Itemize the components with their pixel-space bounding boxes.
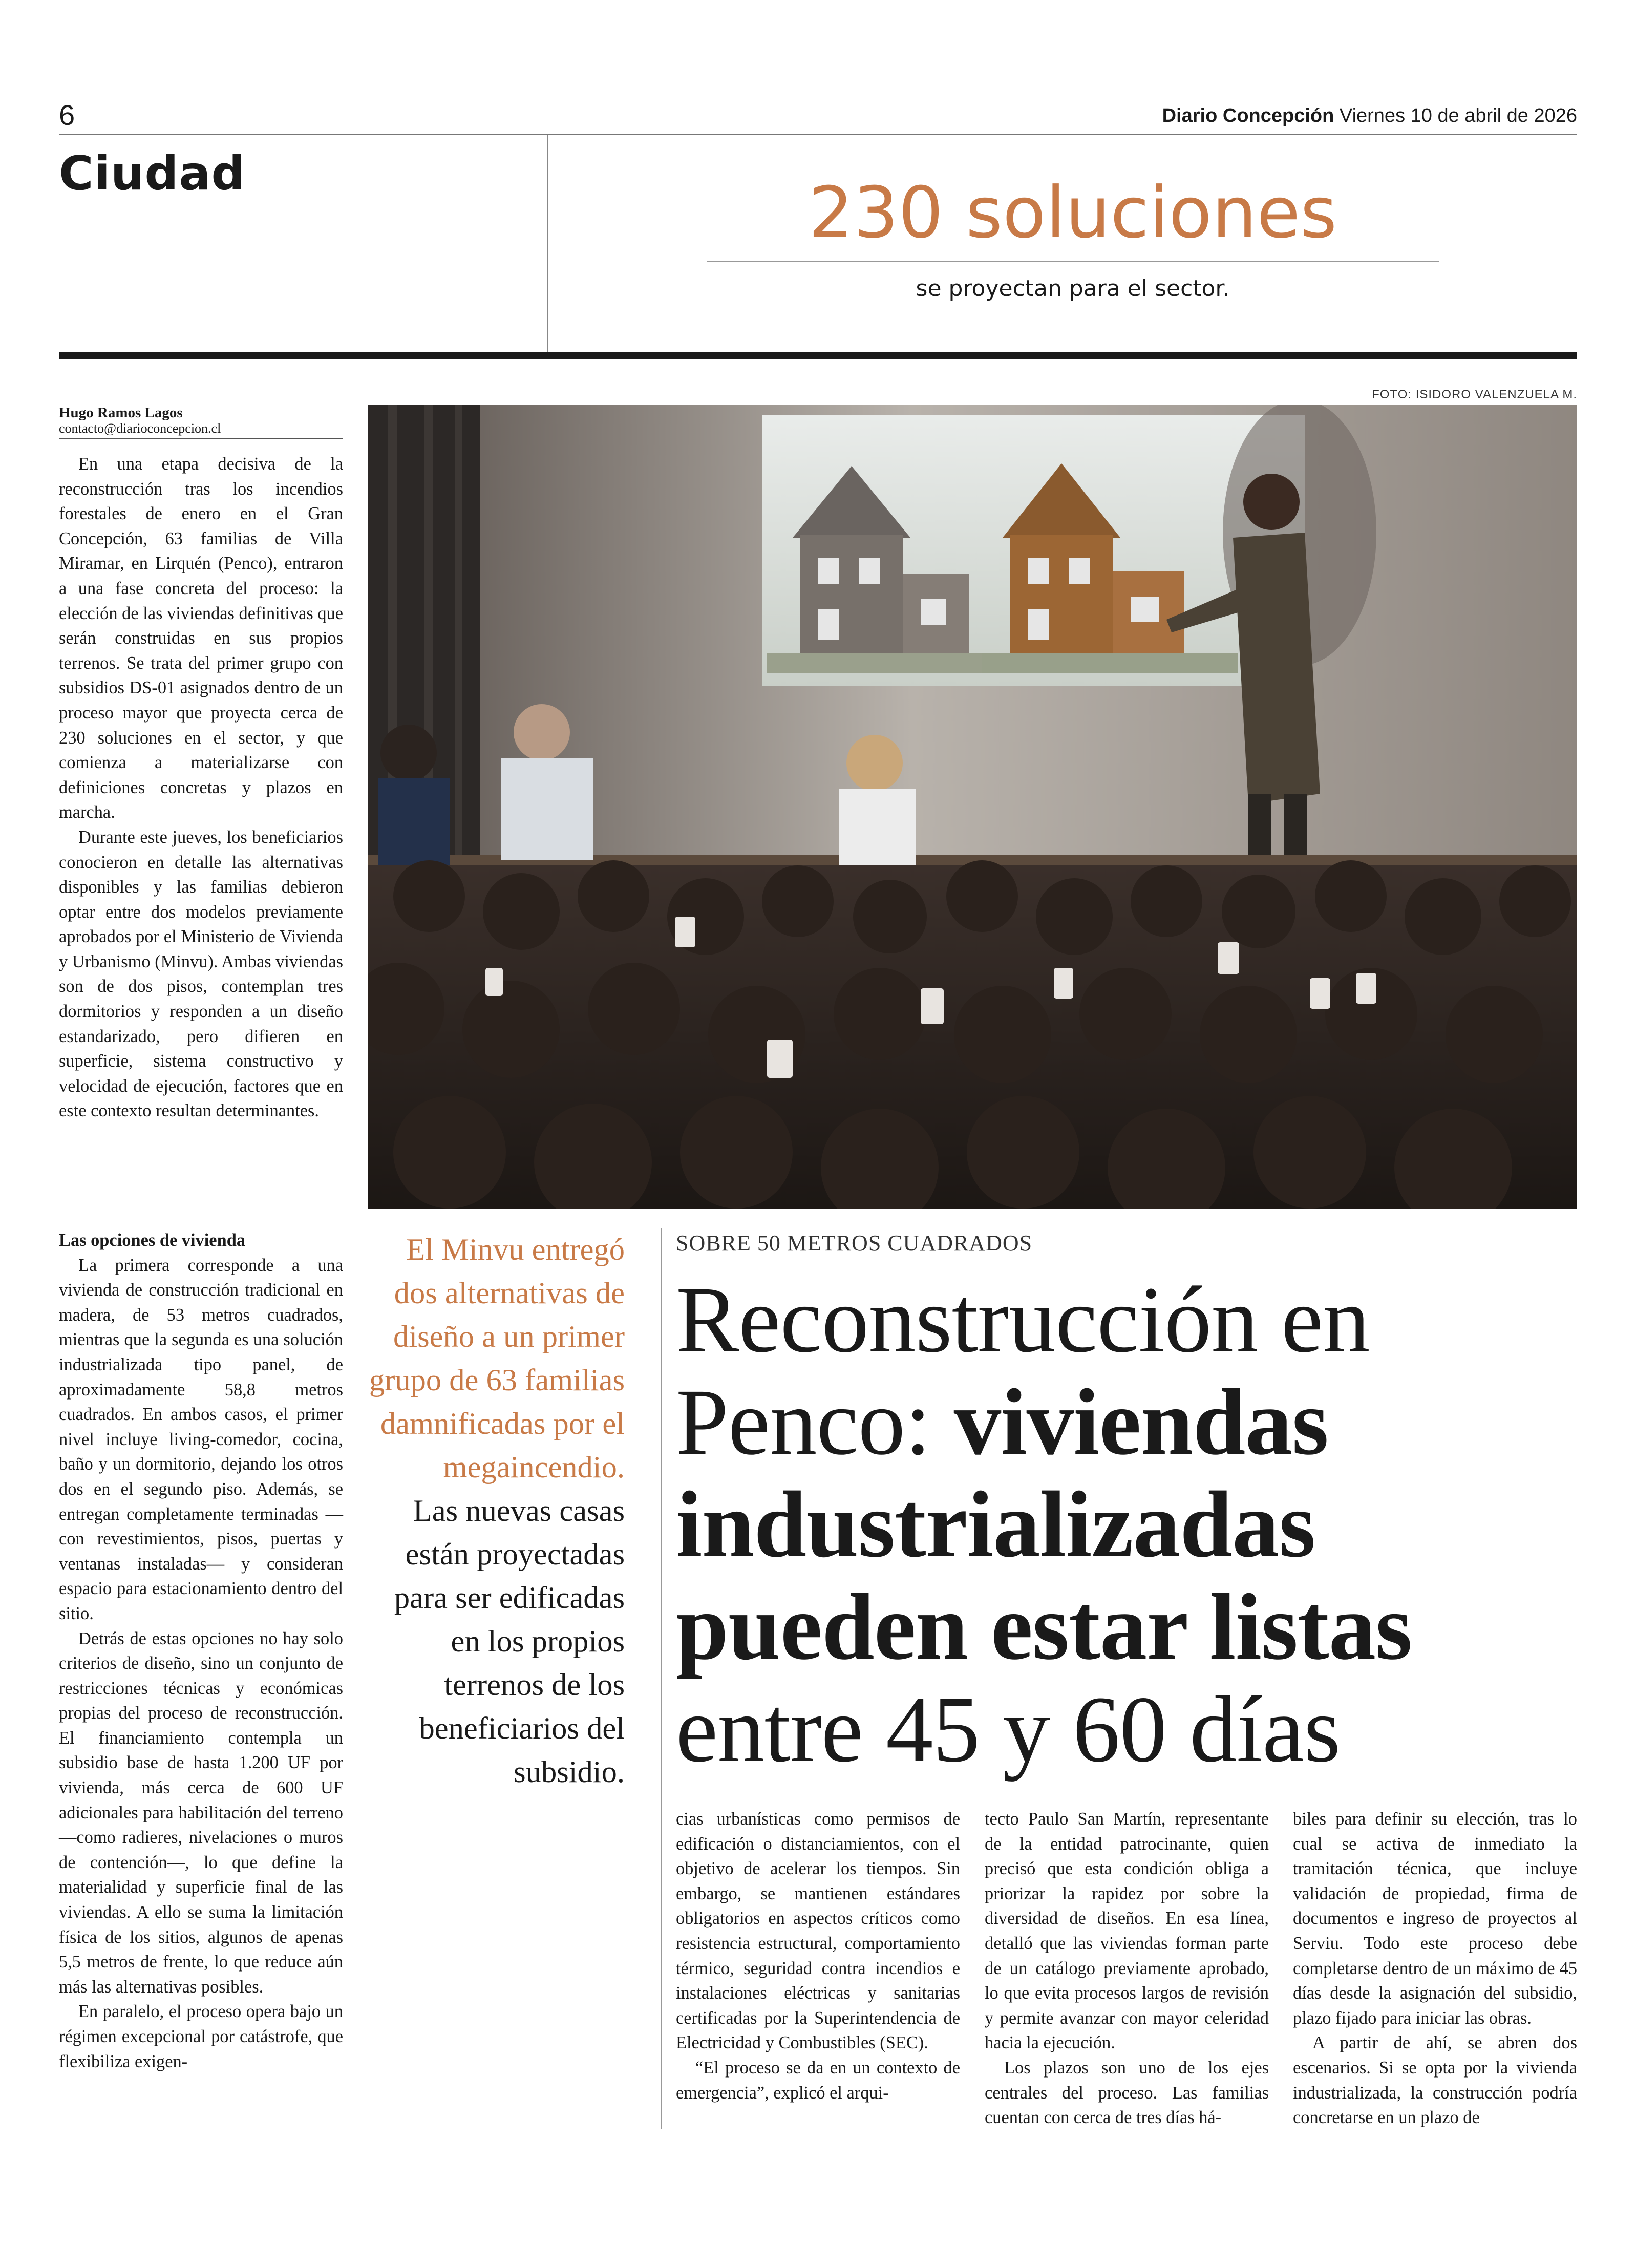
- pull-quote-highlight: El Minvu entregó dos alternativas de diseño a un primer grupo de 63 familias damnificadas por el megaincendio.: [369, 1233, 625, 1485]
- paragraph: En una etapa decisiva de la reconstrucción tras los incendios forestales de enero en el Gran Concepción, 63 familias de Villa Miramar, en Lirquén (Penco), entraron a una fase concreta del proceso: la elección de las viviendas definitivas que serán construidas en sus propios terrenos. Se trata del primer grupo con subsidios DS-01 asignados dentro de un proceso mayor que proyecta cerca de 230 soluciones en el sector, y que comienza a materializarse con definiciones concretas y plazos en marcha.: [59, 454, 343, 822]
- byline-author: Hugo Ramos Lagos: [59, 405, 183, 421]
- top-rule: [59, 134, 1577, 135]
- header-divider: [547, 135, 548, 353]
- byline-rule: [59, 438, 343, 439]
- paragraph: Durante este jueves, los beneficiarios conocieron en detalle las alternativas disponibles y las familias debieron optar entre dos modelos previamente aprobados por el Ministerio de Vivienda y Urbanismo (Minvu). Ambas viviendas son de dos pisos, contemplan tres dormitorios y responden a un diseño estandarizado, pero difieren en superficie, sistema constructivo y velocidad de ejecución, factores que en este contexto resultan determinantes.: [59, 827, 343, 1121]
- article-column-3: [985, 1807, 1269, 2130]
- news-photo: [368, 405, 1577, 1209]
- column-divider: [661, 1228, 662, 2129]
- masthead: [1162, 105, 1577, 127]
- headline-light: Reconstrucción en Penco:: [676, 1267, 1370, 1475]
- headline-kicker: SOBRE 50 METROS CUADRADOS: [676, 1231, 1033, 1256]
- photo-illustration: [368, 405, 1577, 1209]
- paragraph: “El proceso se da en un contexto de emergencia”, explicó el arqui-: [676, 2058, 960, 2103]
- stat-caption: se proyectan para el sector.: [916, 275, 1230, 302]
- article-subhead: Las opciones de vivienda: [59, 1231, 246, 1250]
- section-title: Ciudad: [59, 146, 246, 201]
- stat-rule: [707, 261, 1439, 262]
- pull-quote: [368, 1228, 625, 1794]
- paragraph: La primera corresponde a una vivienda de construcción tradicional en madera, de 53 metros cuadrados, mientras que la segunda es una solución industrializada tipo panel, de aproximadamente 58,8 metros cuadrados. En ambos casos, el primer nivel incluye living-comedor, cocina, baño y un dormitorio, dejando los otros dos en el segundo piso. Además, se entregan completamente terminadas —con revestimientos, pisos, puertas y ventanas instaladas— y consideran espacio para estacionamiento dentro del sitio.: [59, 1255, 343, 1623]
- paragraph: Los plazos son uno de los ejes centrales del proceso. Las familias cuentan con cerca de tres días há-: [985, 2058, 1269, 2128]
- paragraph: biles para definir su elección, tras lo cual se activa de inmediato la tramitación técnica, que incluye validación de propiedad, firma de documentos e ingreso de proyectos al Serviu. Todo este proceso debe completarse dentro de un máximo de 45 días desde la asignación del subsidio, plazo fijado para iniciar las obras.: [1293, 1809, 1577, 2028]
- headline-end: entre 45 y 60 días: [676, 1677, 1341, 1782]
- article-column-2: [676, 1807, 960, 2105]
- article-column-1-bottom: [59, 1228, 343, 2074]
- newspaper-name: Diario Concepción: [1162, 105, 1334, 126]
- pull-quote-body: Las nuevas casas están proyectadas para ser edificadas en los propios terrenos de los beneficiarios del subsidio.: [394, 1494, 625, 1789]
- stat-number: 230 soluciones: [808, 172, 1337, 254]
- article-column-1-top: [59, 452, 343, 1124]
- paragraph: cias urbanísticas como permisos de edificación o distanciamientos, con el objetivo de acelerar los tiempos. Sin embargo, se mantienen estándares obligatorios en aspectos críticos como resistencia estructural, comportamiento térmico, seguridad contra incendios e instalaciones eléctricas y sanitarias certificadas por la Superintendencia de Electricidad y Combustibles (SEC).: [676, 1809, 960, 2053]
- article-column-4: [1293, 1807, 1577, 2130]
- paragraph: A partir de ahí, se abren dos escenarios. Si se opta por la vivienda industrializada, la construcción podría concretarse en un plazo de: [1293, 2033, 1577, 2128]
- paragraph: En paralelo, el proceso opera bajo un régimen excepcional por catástrofe, que flexibiliza exigen-: [59, 2002, 343, 2071]
- headline-bold: viviendas industrializadas pueden estar listas: [676, 1370, 1412, 1680]
- byline-email[interactable]: contacto@diarioconcepcion.cl: [59, 421, 221, 436]
- paragraph: Detrás de estas opciones no hay solo criterios de diseño, sino un conjunto de restricciones técnicas y económicas propias del proceso de reconstrucción. El financiamiento contempla un subsidio base de hasta 1.200 UF por vivienda, más cerca de 600 UF adicionales para habilitación del terreno —como radieres, nivelaciones o muros de contención—, lo que define la materialidad y superficie final de las viviendas. A ello se suma la limitación física de los sitios, algunos de apenas 5,5 metros de frente, lo que reduce aún más las alternativas posibles.: [59, 1628, 343, 1997]
- photo-credit: FOTO: ISIDORO VALENZUELA M.: [1372, 388, 1577, 401]
- paragraph: tecto Paulo San Martín, representante de la entidad patrocinante, quien precisó que esta condición obliga a priorizar la rapidez por sobre la diversidad de diseños. En esa línea, detalló que las viviendas forman parte de un catálogo previamente aprobado, lo que evita procesos largos de revisión y permite avanzar con mayor celeridad hacia la ejecución.: [985, 1809, 1269, 2053]
- headline: [676, 1269, 1577, 1781]
- header-thick-rule: [59, 352, 1577, 359]
- page-number: 6: [59, 99, 75, 131]
- issue-date: Viernes 10 de abril de 2026: [1339, 105, 1577, 126]
